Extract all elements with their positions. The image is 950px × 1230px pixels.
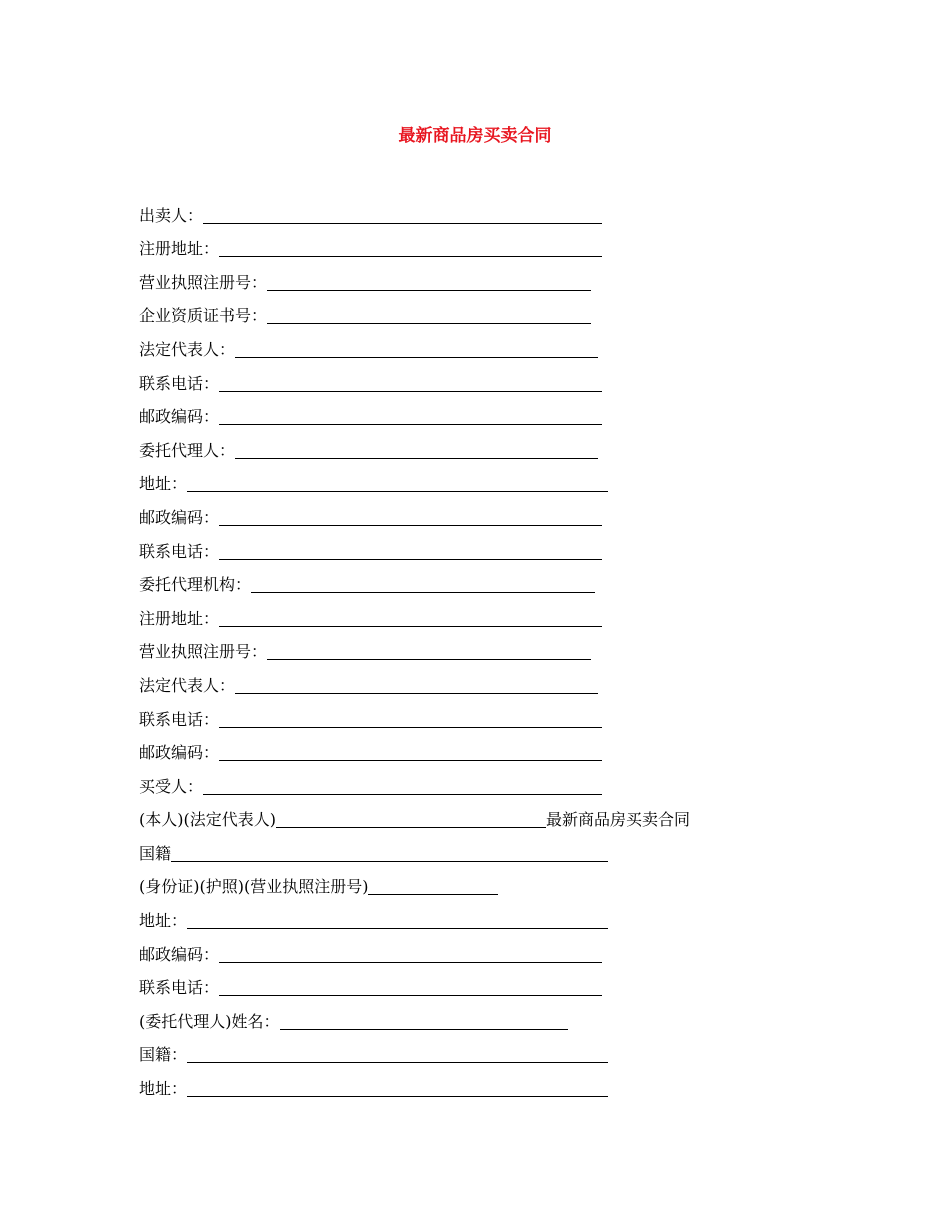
fill-in-blank: [187, 928, 608, 929]
fill-in-blank: [219, 626, 602, 627]
field-label: 邮政编码：: [139, 743, 220, 763]
field-address: [139, 462, 759, 496]
fill-in-blank: [203, 794, 602, 795]
field-business-license-no: [139, 630, 759, 664]
fill-in-blank: [219, 525, 602, 526]
field-qualification-cert-no: [139, 294, 759, 328]
field-buyer: [139, 764, 759, 798]
field-label: 委托代理人：: [139, 440, 236, 460]
fill-in-blank: [235, 458, 598, 459]
field-phone: [139, 529, 759, 563]
field-label: (委托代理人)姓名：: [139, 1011, 280, 1031]
field-label: 法定代表人：: [139, 339, 236, 359]
field-registered-address: [139, 596, 759, 630]
field-address: [139, 1066, 759, 1100]
field-buyer-person-or-representative: [139, 798, 759, 832]
field-label: 营业执照注册号：: [139, 642, 268, 662]
field-label: 国籍：: [139, 1045, 188, 1065]
field-label: 邮政编码：: [139, 507, 220, 527]
fill-in-blank: [276, 827, 546, 828]
fill-in-blank: [235, 357, 598, 358]
fill-in-blank: [219, 559, 602, 560]
field-postal-code: [139, 395, 759, 429]
fill-in-blank: [219, 760, 602, 761]
field-nationality: [139, 1033, 759, 1067]
field-agency: [139, 563, 759, 597]
fill-in-blank: [251, 592, 595, 593]
field-label: 地址：: [139, 474, 188, 494]
field-label: 买受人：: [139, 776, 204, 796]
fill-in-blank: [187, 1096, 608, 1097]
fill-in-blank: [280, 1029, 568, 1030]
fill-in-blank: [368, 894, 498, 895]
field-label: (身份证)(护照)(营业执照注册号): [139, 877, 369, 897]
field-business-license-no: [139, 260, 759, 294]
document-title: 最新商品房买卖合同: [398, 126, 552, 146]
field-phone: [139, 966, 759, 1000]
field-label: 委托代理机构：: [139, 575, 252, 595]
field-label: 邮政编码：: [139, 407, 220, 427]
fill-in-blank: [219, 424, 602, 425]
field-phone: [139, 697, 759, 731]
fill-in-blank: [267, 290, 591, 291]
field-postal-code: [139, 731, 759, 765]
fill-in-blank: [203, 223, 602, 224]
field-label: 营业执照注册号：: [139, 272, 268, 292]
fill-in-blank: [235, 693, 598, 694]
fill-in-blank: [267, 323, 591, 324]
field-label: 联系电话：: [139, 541, 220, 561]
field-address: [139, 898, 759, 932]
field-seller: [139, 193, 759, 227]
fill-in-blank: [219, 256, 602, 257]
fill-in-blank: [171, 861, 608, 862]
fill-in-blank: [219, 727, 602, 728]
field-authorized-agent: [139, 428, 759, 462]
field-label: 注册地址：: [139, 608, 220, 628]
field-label: (本人)(法定代表人): [139, 810, 276, 830]
fill-in-blank: [187, 1062, 608, 1063]
field-suffix-text: 最新商品房买卖合同: [545, 810, 690, 830]
field-label: 邮政编码：: [139, 944, 220, 964]
field-label: 法定代表人：: [139, 675, 236, 695]
fill-in-blank: [187, 491, 608, 492]
fill-in-blank: [267, 659, 591, 660]
field-label: 联系电话：: [139, 709, 220, 729]
field-phone: [139, 361, 759, 395]
contract-party-form: [139, 193, 759, 1100]
field-agent-name: [139, 999, 759, 1033]
field-id-document-no: [139, 865, 759, 899]
field-postal-code: [139, 495, 759, 529]
field-label: 注册地址：: [139, 239, 220, 259]
field-label: 国籍: [139, 843, 172, 863]
field-label: 企业资质证书号：: [139, 306, 268, 326]
fill-in-blank: [219, 962, 602, 963]
field-label: 地址：: [139, 1079, 188, 1099]
field-postal-code: [139, 932, 759, 966]
fill-in-blank: [219, 995, 602, 996]
field-label: 联系电话：: [139, 978, 220, 998]
field-label: 出卖人：: [139, 205, 204, 225]
fill-in-blank: [219, 391, 602, 392]
field-label: 联系电话：: [139, 373, 220, 393]
field-legal-representative: [139, 663, 759, 697]
field-registered-address: [139, 227, 759, 261]
field-nationality: [139, 831, 759, 865]
field-label: 地址：: [139, 911, 188, 931]
field-legal-representative: [139, 327, 759, 361]
